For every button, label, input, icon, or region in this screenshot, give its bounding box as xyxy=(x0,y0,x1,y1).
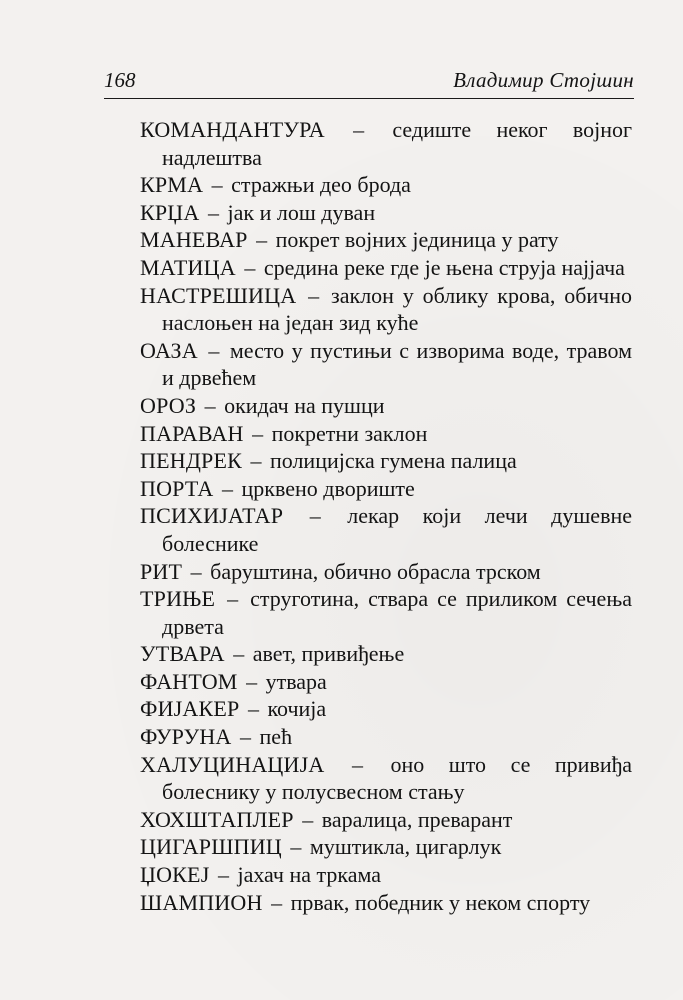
entry-term: ЦИГАРШПИЦ xyxy=(140,834,282,860)
entry-term: ОРОЗ xyxy=(140,392,197,418)
entry-term: ХАЛУЦИНАЦИЈА xyxy=(140,751,325,777)
entry-definition: муштикла, цигарлук xyxy=(309,834,502,860)
entry-dash: – xyxy=(199,392,222,418)
entry-dash: – xyxy=(296,806,319,832)
entry-definition: место у пустињи с изворима воде, травом и дрвећем xyxy=(162,337,632,391)
entry-definition: јак и лош дуван xyxy=(227,199,376,225)
glossary-entry xyxy=(140,337,632,392)
entry-term: УТВАРА xyxy=(140,641,225,667)
entry-term: КРМА xyxy=(140,172,204,198)
entry-dash: – xyxy=(212,862,235,888)
entry-definition: јахач на тркама xyxy=(237,862,382,888)
glossary-entry xyxy=(140,226,632,254)
glossary-entry xyxy=(140,695,632,723)
entry-definition: седиште неког војног надлештва xyxy=(162,117,632,170)
glossary-entry xyxy=(140,806,632,834)
entry-term: РИТ xyxy=(140,558,183,584)
entry-definition: авет, привиђење xyxy=(252,641,405,667)
entry-definition: полицијска гумена палица xyxy=(269,448,517,474)
entry-dash: – xyxy=(227,641,250,667)
entry-definition: покрет војних јединица у рату xyxy=(275,227,559,253)
glossary-entry xyxy=(140,668,632,696)
glossary-entry xyxy=(140,254,632,282)
entry-definition: утвара xyxy=(265,668,327,694)
entry-term: ПАРАВАН xyxy=(140,420,244,446)
entry-dash: – xyxy=(246,420,269,446)
entry-term: МАТИЦА xyxy=(140,254,236,280)
entry-dash: – xyxy=(218,586,248,612)
entry-definition: покретни заклон xyxy=(271,420,428,446)
entry-term: ТРИЊЕ xyxy=(140,586,216,612)
glossary-entry xyxy=(140,171,632,199)
entry-definition: варалица, преварант xyxy=(321,806,513,832)
entry-term: ПСИХИЈАТАР xyxy=(140,503,284,529)
entry-term: ФИЈАКЕР xyxy=(140,696,240,722)
entry-dash: – xyxy=(238,254,261,280)
glossary-entry xyxy=(140,475,632,503)
glossary-entry xyxy=(140,640,632,668)
entry-definition: лекар који лечи душевне болеснике xyxy=(162,503,632,556)
running-head-author: Владимир Стојшин xyxy=(453,68,634,92)
entry-dash: – xyxy=(242,696,265,722)
entry-term: ПОРТА xyxy=(140,475,214,501)
entry-definition: окидач на пушци xyxy=(224,392,385,418)
entry-term: КРЏА xyxy=(140,199,200,225)
entry-definition: оно што се привиђа болеснику у полусвесном стању xyxy=(162,751,632,805)
entry-dash: – xyxy=(202,199,225,225)
page-number: 168 xyxy=(104,68,136,92)
entry-term: ХОХШТАПЛЕР xyxy=(140,806,294,832)
entry-definition: стражњи део брода xyxy=(231,172,411,198)
glossary-entry xyxy=(140,861,632,889)
entry-dash: – xyxy=(299,282,329,308)
entry-definition: пећ xyxy=(259,724,293,750)
entry-term: ЏОКЕЈ xyxy=(140,862,210,888)
entry-definition: првак, победник у неком спорту xyxy=(290,889,591,915)
entry-dash: – xyxy=(240,668,263,694)
glossary-entry xyxy=(140,199,632,227)
glossary-entry xyxy=(140,502,632,557)
glossary-entry xyxy=(140,751,632,806)
entry-term: НАСТРЕШИЦА xyxy=(140,282,297,308)
entry-dash: – xyxy=(200,337,227,363)
entry-definition: баруштина, обично обрасла трском xyxy=(210,558,541,584)
entry-term: МАНЕВАР xyxy=(140,227,248,253)
entry-term: ФУРУНА xyxy=(140,724,232,750)
entry-dash: – xyxy=(206,172,229,198)
entry-dash: – xyxy=(234,724,257,750)
glossary-entry xyxy=(140,889,632,917)
entry-dash: – xyxy=(327,751,388,777)
entry-dash: – xyxy=(265,889,288,915)
entry-definition: кочија xyxy=(267,696,327,722)
glossary-entry xyxy=(140,420,632,448)
entry-dash: – xyxy=(286,503,345,529)
entry-definition: црквено двориште xyxy=(241,475,415,501)
entry-definition: заклон у облику крова, обично наслоњен на један зид куће xyxy=(162,282,632,336)
entry-dash: – xyxy=(284,834,307,860)
glossary-entry xyxy=(140,585,632,640)
entry-term: ОАЗА xyxy=(140,337,198,363)
entry-dash: – xyxy=(216,475,239,501)
entry-dash: – xyxy=(250,227,273,253)
entry-term: ПЕНДРЕК xyxy=(140,448,242,474)
entry-definition: средина реке где је њена струја најјача xyxy=(263,254,625,280)
entry-term: ФАНТОМ xyxy=(140,668,238,694)
entry-dash: – xyxy=(244,448,267,474)
entry-term: КОМАНДАНТУРА xyxy=(140,117,325,142)
page-header xyxy=(104,64,634,99)
entry-definition: струготина, ствара се приликом сечења дрвета xyxy=(162,586,632,639)
glossary-entry xyxy=(140,392,632,420)
glossary-list xyxy=(140,116,632,916)
entry-dash: – xyxy=(185,558,208,584)
glossary-entry xyxy=(140,282,632,337)
glossary-entry xyxy=(140,723,632,751)
glossary-entry xyxy=(140,833,632,861)
entry-term: ШАМПИОН xyxy=(140,889,263,915)
glossary-entry xyxy=(140,447,632,475)
entry-dash: – xyxy=(327,117,390,142)
glossary-entry xyxy=(140,116,632,171)
glossary-entry xyxy=(140,558,632,586)
